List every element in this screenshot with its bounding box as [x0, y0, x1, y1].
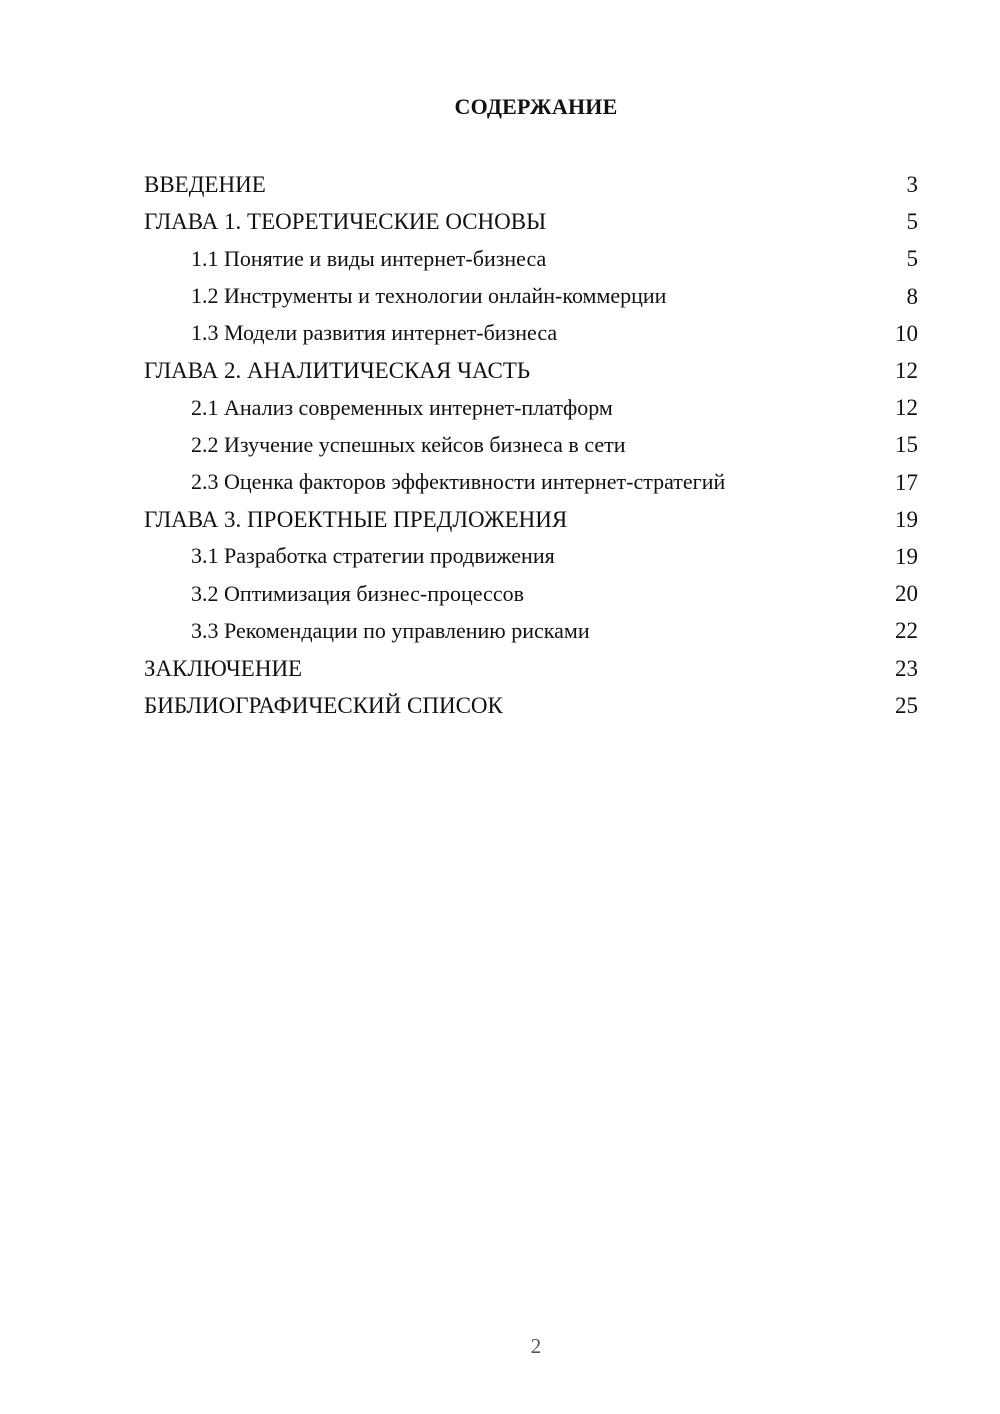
toc-entry-chapter-3: [144, 501, 918, 538]
toc-entry-label: 2.2 Изучение успешных кейсов бизнеса в сети: [191, 431, 626, 457]
toc-entry-section-1-3: [144, 315, 918, 352]
toc-entry-conclusion: [144, 649, 918, 686]
toc-entry-label: 1.1 Понятие и виды интернет-бизнеса: [191, 245, 547, 271]
toc-entry-label: 1.3 Модели развития интернет-бизнеса: [191, 320, 558, 346]
toc-entry-section-2-3: [144, 464, 918, 501]
table-of-contents: [144, 166, 918, 724]
toc-entry-page: 12: [895, 395, 918, 421]
toc-entry-page: 10: [895, 320, 918, 346]
toc-entry-label: БИБЛИОГРАФИЧЕСКИЙ СПИСОК: [144, 692, 503, 718]
toc-entry-section-3-1: [144, 538, 918, 575]
toc-entry-label: 1.2 Инструменты и технологии онлайн-коммерции: [191, 283, 667, 309]
toc-entry-page: 19: [895, 543, 918, 569]
toc-entry-page: 25: [895, 692, 918, 718]
toc-entry-label: ГЛАВА 2. АНАЛИТИЧЕСКАЯ ЧАСТЬ: [144, 358, 531, 384]
toc-entry-chapter-2: [144, 352, 918, 389]
toc-entry-section-2-1: [144, 389, 918, 426]
toc-entry-label: 2.3 Оценка факторов эффективности интернет-стратегий: [191, 469, 726, 495]
toc-entry-page: 5: [906, 246, 918, 272]
toc-entry-label: 2.1 Анализ современных интернет-платформ: [191, 394, 613, 420]
toc-entry-page: 12: [895, 358, 918, 384]
toc-entry-section-3-3: [144, 612, 918, 649]
toc-entry-label: 3.3 Рекомендации по управлению рисками: [191, 617, 590, 643]
toc-entry-label: ЗАКЛЮЧЕНИЕ: [144, 655, 303, 681]
toc-entry-section-1-2: [144, 278, 918, 315]
toc-entry-chapter-1: [144, 203, 918, 240]
toc-entry-section-1-1: [144, 240, 918, 277]
toc-entry-label: ГЛАВА 1. ТЕОРЕТИЧЕСКИЕ ОСНОВЫ: [144, 209, 547, 235]
toc-entry-page: 5: [906, 209, 918, 235]
toc-entry-section-3-2: [144, 575, 918, 612]
page-number: 2: [530, 1334, 542, 1358]
toc-entry-label: 3.1 Разработка стратегии продвижения: [191, 543, 555, 569]
toc-entry-page: 3: [906, 172, 918, 198]
toc-entry-page: 20: [895, 581, 918, 607]
toc-entry-bibliography: [144, 687, 918, 724]
toc-entry-page: 17: [895, 469, 918, 495]
toc-entry-page: 19: [895, 506, 918, 532]
toc-entry-label: 3.2 Оптимизация бизнес-процессов: [191, 580, 524, 606]
toc-entry-label: ВВЕДЕНИЕ: [144, 172, 266, 198]
toc-entry-page: 15: [895, 432, 918, 458]
toc-entry-section-2-2: [144, 426, 918, 463]
toc-entry-introduction: [144, 166, 918, 203]
toc-entry-label: ГЛАВА 3. ПРОЕКТНЫЕ ПРЕДЛОЖЕНИЯ: [144, 506, 568, 532]
toc-entry-page: 23: [895, 655, 918, 681]
toc-entry-page: 8: [906, 283, 918, 309]
page-title: СОДЕРЖАНИЕ: [454, 94, 618, 119]
toc-entry-page: 22: [895, 618, 918, 644]
